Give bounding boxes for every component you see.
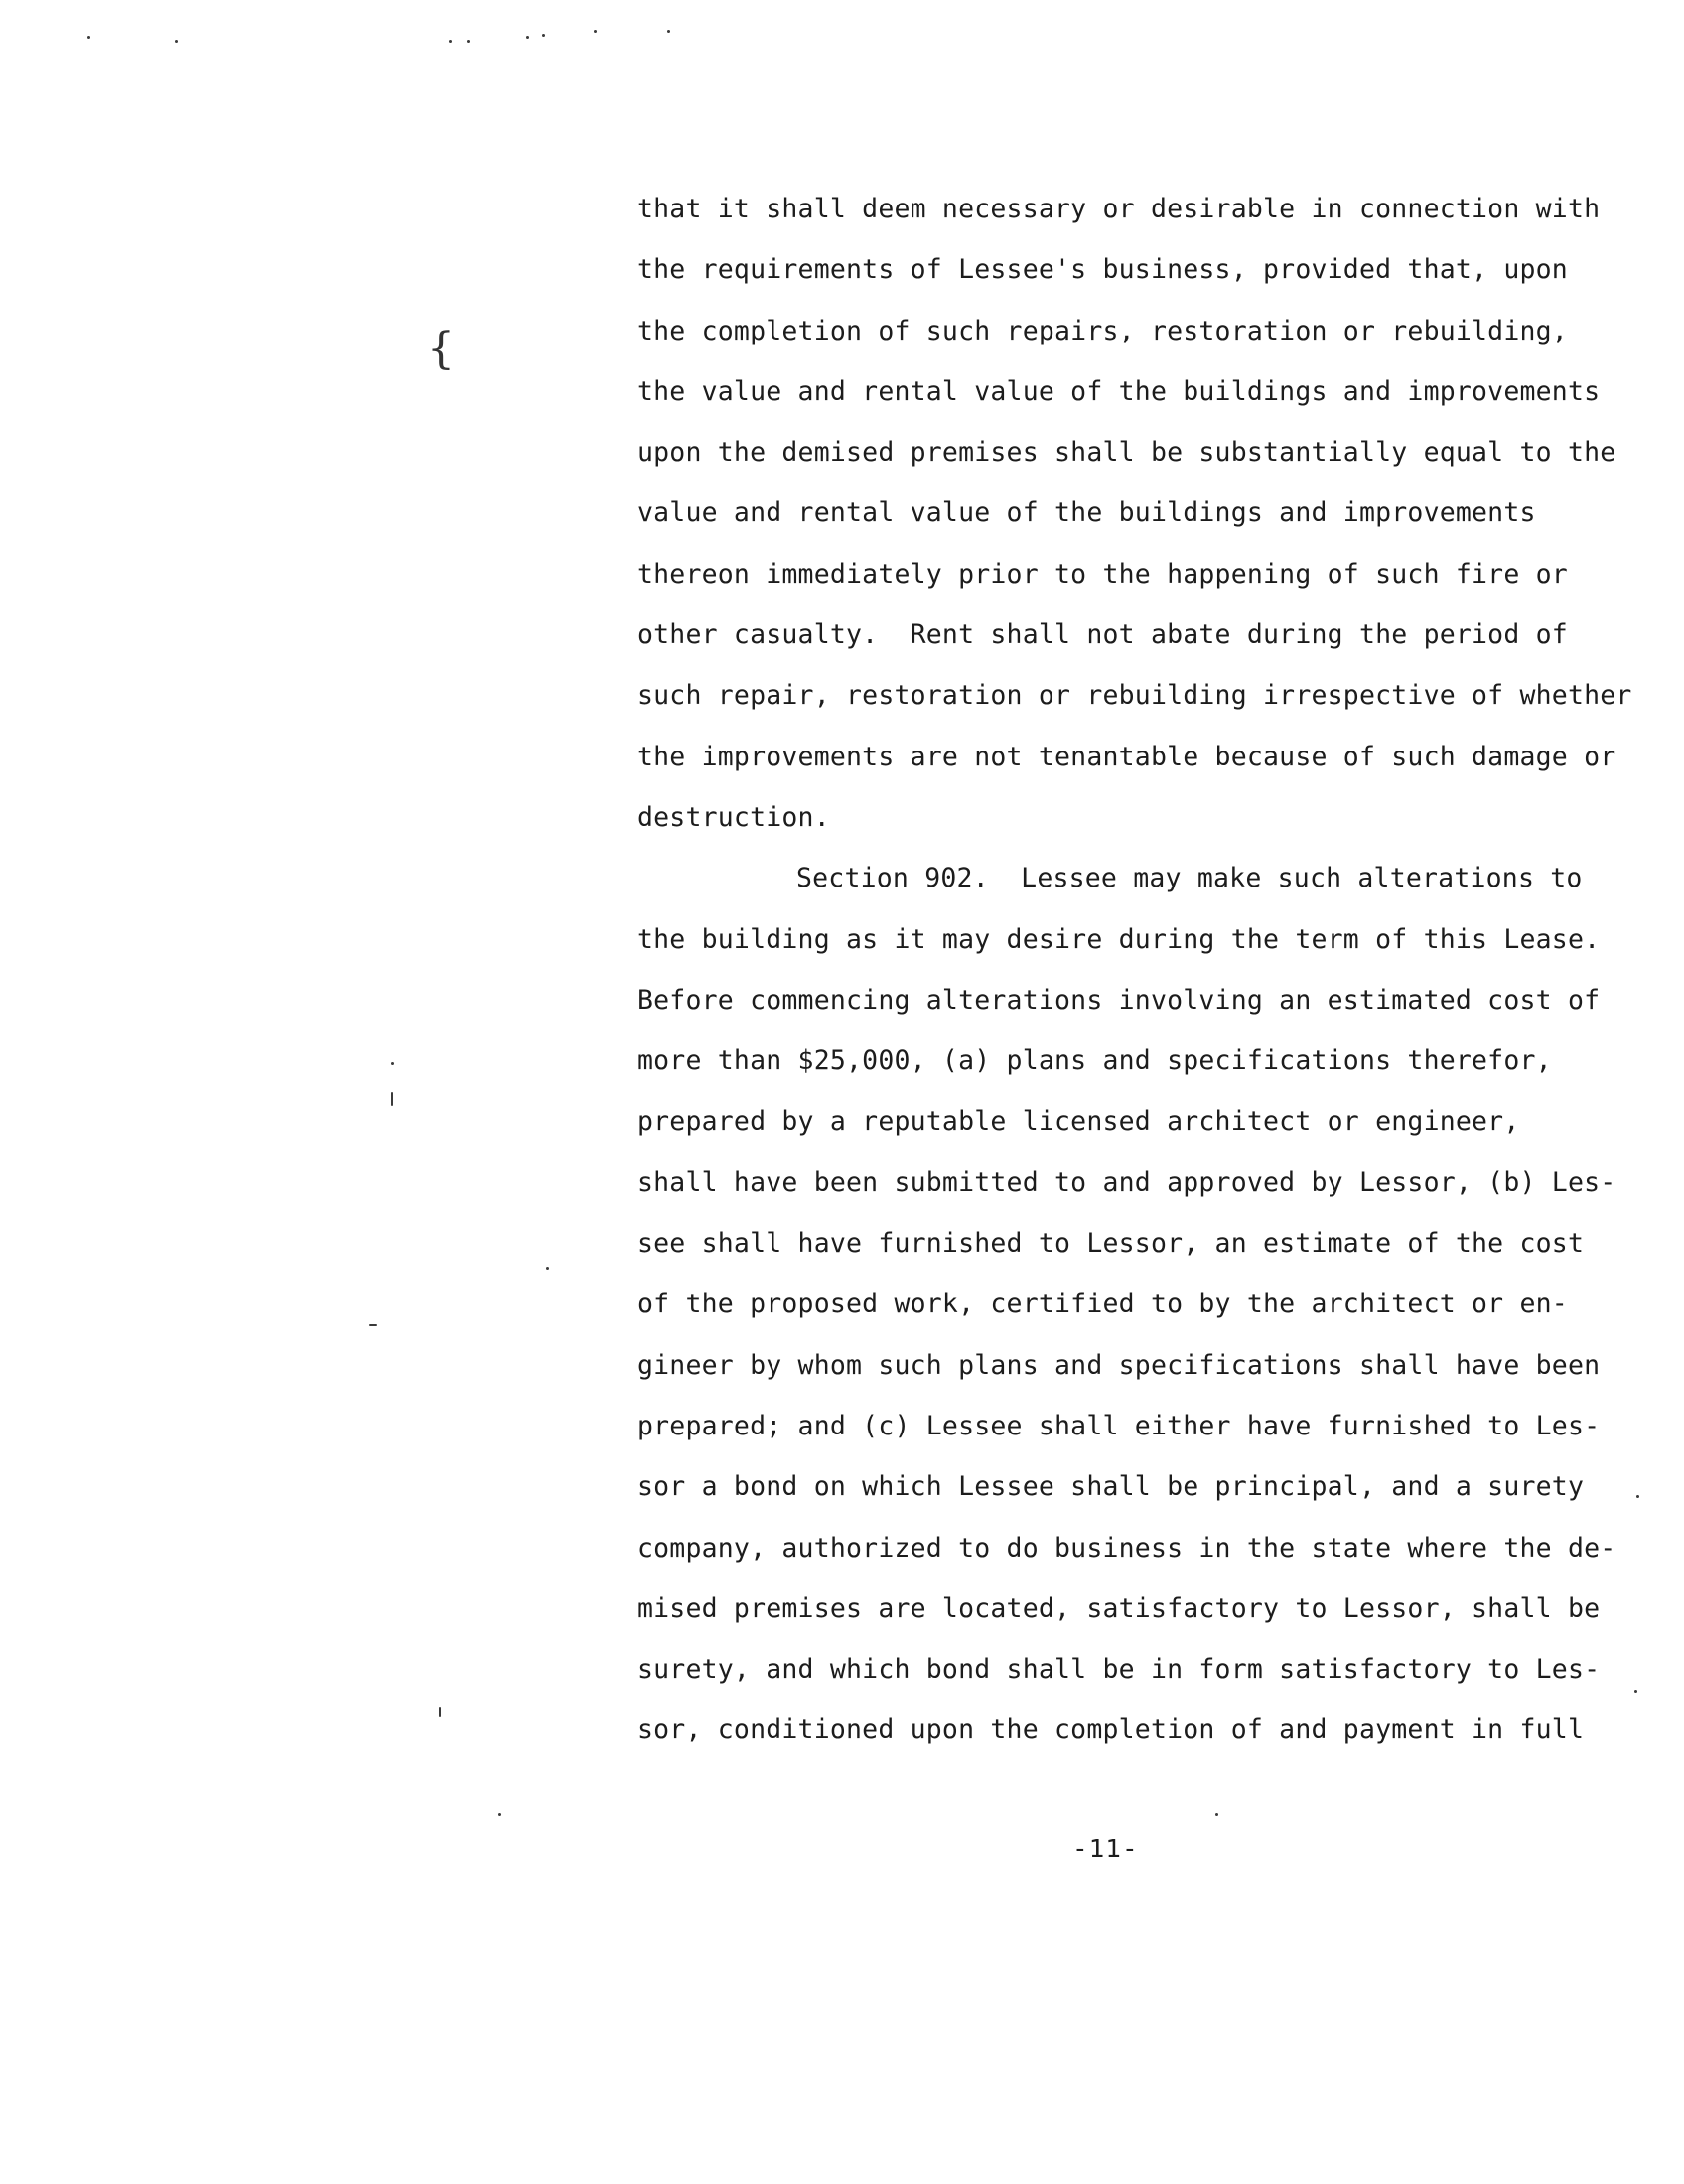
scan-speck <box>175 40 178 43</box>
scan-speck <box>391 1062 394 1065</box>
scan-speck <box>526 36 529 39</box>
text-line: other casualty. Rent shall not abate during the period of <box>637 619 1568 651</box>
scan-speck <box>667 30 670 33</box>
scan-speck <box>594 30 597 33</box>
text-line: sor, conditioned upon the completion of and payment in full <box>637 1714 1585 1746</box>
text-line: destruction. <box>637 801 830 833</box>
text-line: of the proposed work, certified to by the architect or en- <box>637 1289 1568 1320</box>
scan-speck <box>467 40 470 43</box>
scan-speck <box>391 1092 393 1106</box>
text-line: thereon immediately prior to the happening of such fire or <box>637 558 1568 590</box>
text-line: the completion of such repairs, restoration or rebuilding, <box>637 315 1568 346</box>
scan-speck <box>546 1267 549 1270</box>
scan-speck <box>449 40 452 43</box>
text-line: sor a bond on which Lessee shall be principal, and a surety <box>637 1471 1585 1503</box>
text-line: prepared; and (c) Lessee shall either have furnished to Les- <box>637 1410 1601 1441</box>
lease-text-body <box>637 195 1650 1777</box>
text-line: shall have been submitted to and approved by Lessor, (b) Les- <box>637 1166 1616 1198</box>
page-number: -11- <box>1072 1835 1139 1864</box>
scan-speck <box>369 1324 377 1326</box>
text-line: surety, and which bond shall be in form satisfactory to Les- <box>637 1654 1601 1686</box>
text-line: the improvements are not tenantable because of such damage or <box>637 741 1616 772</box>
text-line: prepared by a reputable licensed architect or engineer, <box>637 1106 1520 1138</box>
text-line: the value and rental value of the buildings and improvements <box>637 375 1601 407</box>
text-line: value and rental value of the buildings and improvements <box>637 497 1536 529</box>
scan-speck <box>87 36 90 39</box>
text-line: the requirements of Lessee's business, provided that, upon <box>637 254 1568 286</box>
text-line: more than $25,000, (a) plans and specifications therefor, <box>637 1045 1552 1077</box>
text-line: Before commencing alterations involving an estimated cost of <box>637 984 1601 1016</box>
margin-bracket-mark: { <box>427 324 455 374</box>
section-heading-line: Section 902. Lessee may make such alterations to <box>796 863 1583 894</box>
text-line: mised premises are located, satisfactory to Lessor, shall be <box>637 1592 1601 1624</box>
text-line: that it shall deem necessary or desirable in connection with <box>637 194 1601 224</box>
text-line: see shall have furnished to Lessor, an estimate of the cost <box>637 1228 1585 1260</box>
scan-speck <box>439 1707 441 1717</box>
text-line: upon the demised premises shall be substantially equal to the <box>637 437 1616 469</box>
text-line: the building as it may desire during the term of this Lease. <box>637 923 1601 955</box>
text-line: such repair, restoration or rebuilding irrespective of whether <box>637 680 1632 712</box>
text-line: gineer by whom such plans and specifications shall have been <box>637 1349 1601 1381</box>
scan-speck <box>1215 1813 1218 1816</box>
scan-speck <box>498 1813 501 1816</box>
scan-speck <box>542 34 545 37</box>
text-line: company, authorized to do business in the state where the de- <box>637 1532 1616 1564</box>
